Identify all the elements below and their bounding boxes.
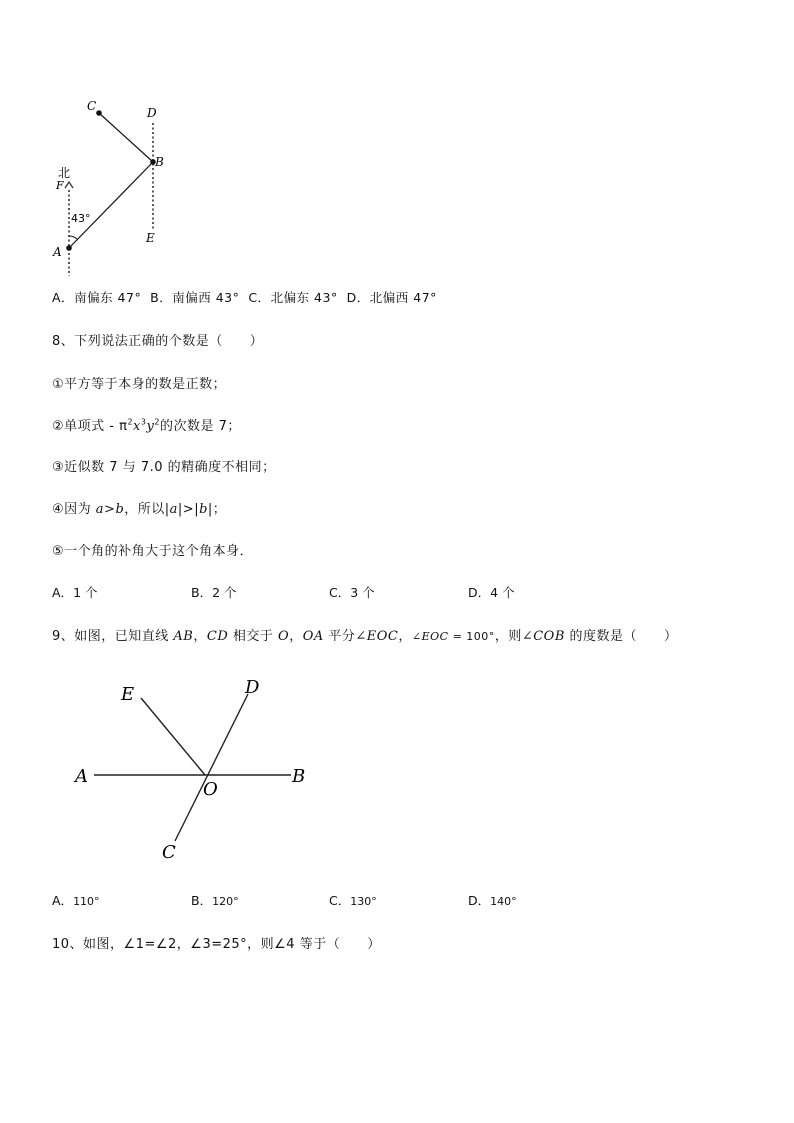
q9-option-b[interactable]: B．120° [191,893,239,908]
q9-label-a: A [75,766,88,787]
q7-label-f: F [56,179,64,192]
q9-stem: 9、如图，已知直线 AB，CD 相交于 O，OA 平分∠EOC，∠EOC = 100°，则∠COB 的度数是（ ） [52,629,678,644]
q8-statement-5: ⑤一个角的补角大于这个角本身． [52,544,254,559]
q8-stem: 8、下列说法正确的个数是（ ） [52,334,264,349]
q7-option-c[interactable]: C．北偏东 43° [248,290,338,305]
q7-label-c: C [87,99,97,113]
q7-label-angle: 43° [71,212,91,225]
q9-label-d: D [245,677,260,698]
q8-option-d[interactable]: D．4 个 [468,585,515,600]
q8-option-c[interactable]: C．3 个 [329,585,375,600]
q9-label-e: E [121,684,135,705]
q7-option-a[interactable]: A．南偏东 47° [52,290,142,305]
q8-statement-4: ④因为 a>b，所以|a|>|b|； [52,502,227,517]
q7-option-b[interactable]: B．南偏西 43° [150,290,240,305]
q9-option-a[interactable]: A．110° [52,893,100,908]
q9-option-d[interactable]: D．140° [468,893,517,908]
q8-statement-3: ③近似数 7 与 7.0 的精确度不相同； [52,460,276,475]
q8-statement-2: ②单项式 - $\pi^2x^3y^2$的次数是 7； [52,417,241,434]
q7-label-a: A [53,245,62,259]
q9-option-c[interactable]: C．130° [329,893,377,908]
q7-label-e: E [146,231,155,245]
q9-label-b: B [292,766,306,787]
q7-option-d[interactable]: D．北偏西 47° [346,290,437,305]
q7-label-b: B [155,155,164,169]
q9-ray-oe [141,698,205,775]
q10-stem: 10、如图，∠1=∠2，∠3=25°，则∠4 等于（ ） [52,937,381,952]
q8-statement-1: ①平方等于本身的数是正数； [52,377,227,392]
q8-option-b[interactable]: B．2 个 [191,585,237,600]
q7-label-north: 北 [58,166,71,180]
q8-option-a[interactable]: A．1 个 [52,585,98,600]
q9-label-o: O [203,779,218,800]
q9-line-cd [175,694,248,841]
q7-label-d: D [147,106,157,120]
q9-label-c: C [162,842,176,863]
